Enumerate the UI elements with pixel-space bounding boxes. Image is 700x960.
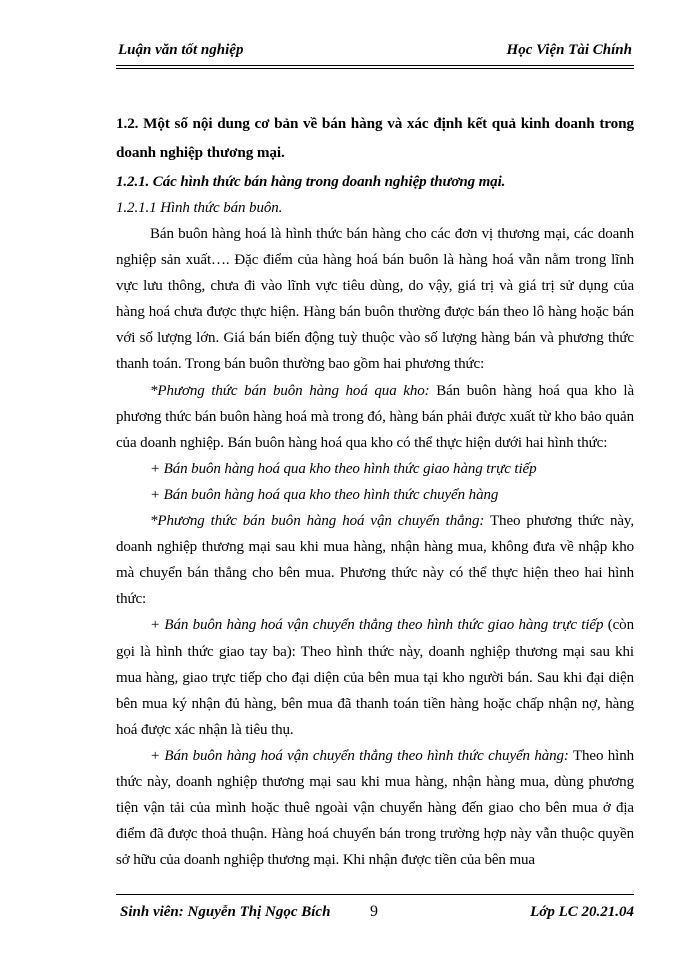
drop-ship-transport-text: Theo hình thức này, doanh nghiệp thương mại sau khi mua hàng, nhận hàng mua, dùng phương tiện vận tải của mình hoặc thuê ngoài vận chuyển hàng đến giao cho bên mua ở địa điểm đã được thoả thuận. Hàng hoá chuyển bán trong trường hợp này vẫn thuộc quyền sở hữu của doanh nghiệp thương mại. Khi nhận được tiền của bên mua (116, 747, 635, 869)
subsection-heading-1-2-1: 1.2.1. Các hình thức bán hàng trong doanh nghiệp thương mại. (116, 174, 506, 190)
page-footer (116, 900, 634, 924)
paragraph-drop-ship-method (116, 508, 634, 612)
header-institution: Học Viện Tài Chính (506, 42, 632, 58)
footer-student-name: Sinh viên: Nguyễn Thị Ngọc Bích (120, 904, 331, 920)
section-heading-1-2: 1.2. Một số nội dung cơ bản về bán hàng và xác định kết quả kinh doanh trong doanh nghiệp thương mại. (116, 115, 634, 161)
header-thesis-label: Luận văn tốt nghiệp (118, 42, 244, 58)
drop-ship-method-text: Theo phương thức này, doanh nghiệp thương mại sau khi mua hàng, nhận hàng mua, không đưa về nhập kho mà chuyển bán thẳng cho bên mua. Phương thức này có thể thực hiện theo hai hình thức: (116, 513, 634, 608)
drop-ship-transport-lead: + Bán buôn hàng hoá vận chuyển thẳng theo hình thức chuyển hàng: (150, 747, 569, 764)
drop-ship-method-lead: *Phương thức bán buôn hàng hoá vận chuyển thẳng: (150, 513, 485, 530)
drop-ship-direct-lead: + Bán buôn hàng hoá vận chuyển thẳng theo hình thức giao hàng trực tiếp (150, 617, 604, 634)
subsubsection-heading-1-2-1-1: 1.2.1.1 Hình thức bán buôn. (116, 200, 283, 216)
bullet-direct-delivery: + Bán buôn hàng hoá qua kho theo hình thức giao hàng trực tiếp (150, 460, 537, 477)
warehouse-method-text: Bán buôn hàng hoá qua kho là phương thức bán buôn hàng hoá mà trong đó, hàng bán phải được xuất từ kho bảo quản của doanh nghiệp. Bán buôn hàng hoá qua kho có thể thực hiện dưới hai hình thức: (116, 382, 635, 451)
page-body (116, 110, 634, 873)
drop-ship-direct-text: (còn gọi là hình thức giao tay ba): Theo hình thức này, doanh nghiệp thương mại sau khi mua hàng, giao trực tiếp cho đại diện của bên mua tại kho người bán. Sau khi đại diện bên mua ký nhận đủ hàng, bên mua đã thanh toán tiền hàng hoặc chấp nhận nợ, hàng hoá được xác nhận là tiêu thụ. (116, 617, 634, 738)
paragraph-drop-ship-transport (116, 743, 634, 873)
footer-rule (116, 894, 634, 895)
paragraph-drop-ship-direct (116, 612, 634, 742)
warehouse-method-lead: *Phương thức bán buôn hàng hoá qua kho: (150, 382, 430, 399)
page-number: 9 (370, 903, 378, 920)
bullet-shipping: + Bán buôn hàng hoá qua kho theo hình thức chuyển hàng (150, 486, 499, 503)
page-header (116, 38, 632, 62)
paragraph-wholesale-definition: Bán buôn hàng hoá là hình thức bán hàng cho các đơn vị thương mại, các doanh nghiệp sản xuất…. Đặc điểm của hàng hoá bán buôn là hàng hoá vẫn nằm trong lĩnh vực lưu thông, chưa đi vào lĩnh vực tiêu dùng, do vậy, giá trị và giá trị sử dụng của hàng hoá chưa được thực hiện. Hàng bán buôn thường được bán theo lô hàng hoặc bán với số lượng lớn. Giá bán biến động tuỳ thuộc vào số lượng hàng bán và phương thức thanh toán. Trong bán buôn thường bao gồm hai phương thức: (116, 226, 634, 373)
header-rule (116, 65, 634, 69)
footer-class-code: Lớp LC 20.21.04 (530, 904, 634, 920)
paragraph-warehouse-method (116, 378, 634, 456)
